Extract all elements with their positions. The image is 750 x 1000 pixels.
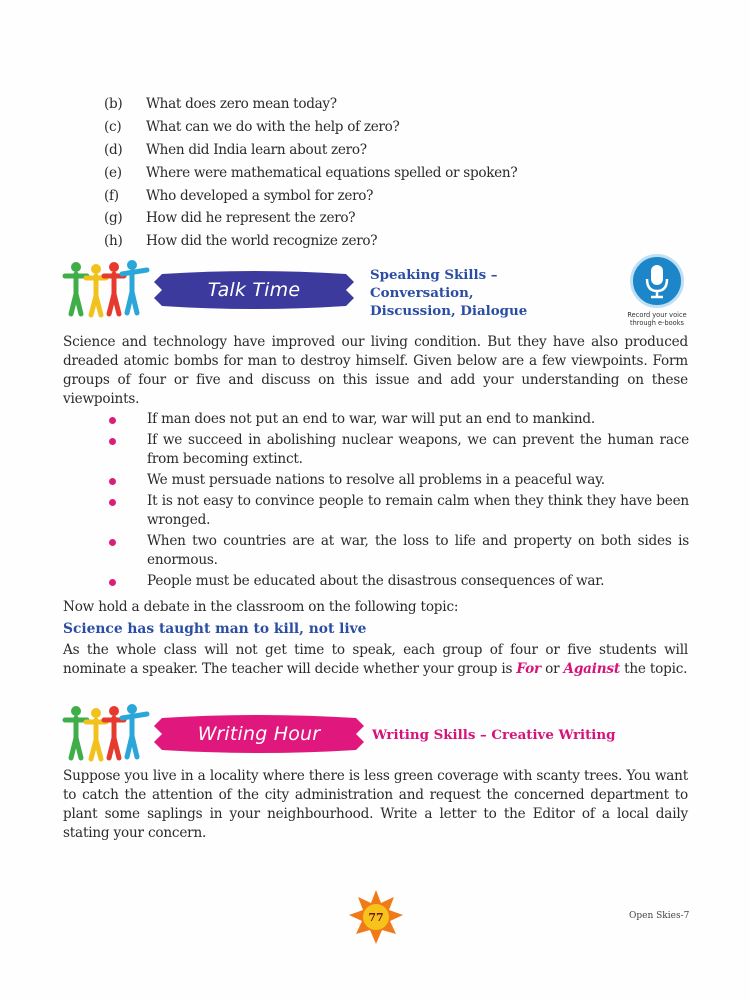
question-label: (f) bbox=[104, 187, 119, 204]
speaking-skills-label bbox=[370, 266, 527, 320]
question-text: How did the world recognize zero? bbox=[146, 233, 378, 250]
instruction-text: As the whole class will not get time to speak, each group of four or five students will nominate a speaker. The teacher will decide whether your group is bbox=[63, 642, 688, 677]
debate-instruction bbox=[63, 641, 688, 679]
talk-time-title: Talk Time bbox=[207, 279, 301, 301]
viewpoint-text: People must be educated about the disastrous consequences of war. bbox=[147, 573, 605, 589]
question-text: Who developed a symbol for zero? bbox=[146, 187, 374, 204]
question-text: What can we do with the help of zero? bbox=[146, 119, 400, 136]
record-voice-badge[interactable] bbox=[612, 254, 702, 334]
bullet-dot bbox=[109, 417, 116, 424]
writing-hour-banner bbox=[62, 702, 702, 762]
question-item bbox=[104, 161, 704, 184]
question-text: Where were mathematical equations spelled or spoken? bbox=[146, 164, 518, 181]
question-item bbox=[104, 230, 704, 253]
talk-time-intro: Science and technology have improved our living condition. But they have also produced dreaded atomic bombs for man to destroy himself. Given below are a few viewpoints. Form groups of four or five and discuss on this issue and add your understanding on these viewpoints. bbox=[63, 334, 688, 407]
question-text: When did India learn about zero? bbox=[146, 141, 367, 158]
question-label: (c) bbox=[104, 119, 122, 136]
speaking-skills-line: Speaking Skills – bbox=[370, 267, 498, 283]
question-item bbox=[104, 139, 704, 162]
question-text: What does zero mean today? bbox=[146, 96, 337, 113]
record-voice-line: through e-books bbox=[630, 319, 684, 327]
viewpoint-list bbox=[104, 410, 689, 593]
question-item bbox=[104, 93, 704, 116]
people-group-icon bbox=[62, 702, 152, 762]
viewpoint-item bbox=[104, 410, 689, 429]
bullet-dot bbox=[109, 438, 116, 445]
instruction-end: the topic. bbox=[619, 661, 688, 677]
record-voice-caption bbox=[612, 311, 702, 327]
viewpoint-item bbox=[104, 532, 689, 570]
question-item bbox=[104, 116, 704, 139]
question-label: (h) bbox=[104, 233, 123, 250]
page-number: 77 bbox=[368, 911, 384, 924]
record-voice-line: Record your voice bbox=[627, 311, 687, 319]
viewpoint-text: When two countries are at war, the loss to life and property on both sides is enormous. bbox=[147, 533, 689, 568]
bullet-dot bbox=[109, 478, 116, 485]
question-label: (g) bbox=[104, 210, 123, 227]
question-list bbox=[104, 93, 704, 253]
question-label: (e) bbox=[104, 164, 122, 181]
bullet-dot bbox=[109, 499, 116, 506]
bullet-dot bbox=[109, 539, 116, 546]
speaking-skills-line: Discussion, Dialogue bbox=[370, 303, 528, 319]
viewpoint-item bbox=[104, 492, 689, 530]
debate-topic: Science has taught man to kill, not live bbox=[63, 621, 367, 637]
writing-hour-ribbon bbox=[154, 714, 364, 754]
writing-task: Suppose you live in a locality where there is less green coverage with scanty trees. You want to catch the attention of the city administration and request the concerned department to plant some saplings in your neighbourhood. Write a letter to the Editor of a local daily stating your concern. bbox=[63, 768, 688, 841]
viewpoint-item bbox=[104, 431, 689, 469]
viewpoint-text: If we succeed in abolishing nuclear weapons, we can prevent the human race from becoming extinct. bbox=[147, 432, 689, 467]
talk-time-ribbon bbox=[154, 270, 354, 310]
viewpoint-text: We must persuade nations to resolve all problems in a peaceful way. bbox=[147, 472, 605, 488]
viewpoint-text: If man does not put an end to war, war will put an end to mankind. bbox=[147, 411, 596, 427]
or-word: or bbox=[540, 661, 564, 677]
speaking-skills-line: Conversation, bbox=[370, 285, 474, 301]
question-item bbox=[104, 184, 704, 207]
people-group-icon bbox=[62, 258, 152, 318]
bullet-dot bbox=[109, 579, 116, 586]
writing-skills-label: Writing Skills – Creative Writing bbox=[372, 727, 616, 743]
writing-hour-title: Writing Hour bbox=[197, 723, 321, 745]
debate-intro: Now hold a debate in the classroom on the following topic: bbox=[63, 599, 459, 615]
question-label: (d) bbox=[104, 141, 123, 158]
viewpoint-item bbox=[104, 471, 689, 490]
question-text: How did he represent the zero? bbox=[146, 210, 356, 227]
question-label: (b) bbox=[104, 96, 123, 113]
talk-time-banner bbox=[62, 258, 702, 318]
microphone-icon[interactable] bbox=[630, 254, 684, 308]
viewpoint-text: It is not easy to convince people to remain calm when they think they have been wronged. bbox=[147, 493, 689, 528]
page-number-star bbox=[348, 889, 404, 945]
viewpoint-item bbox=[104, 572, 689, 591]
question-item bbox=[104, 207, 704, 230]
for-word: For bbox=[516, 661, 541, 677]
book-title: Open Skies-7 bbox=[629, 911, 690, 921]
against-word: Against bbox=[563, 661, 620, 677]
